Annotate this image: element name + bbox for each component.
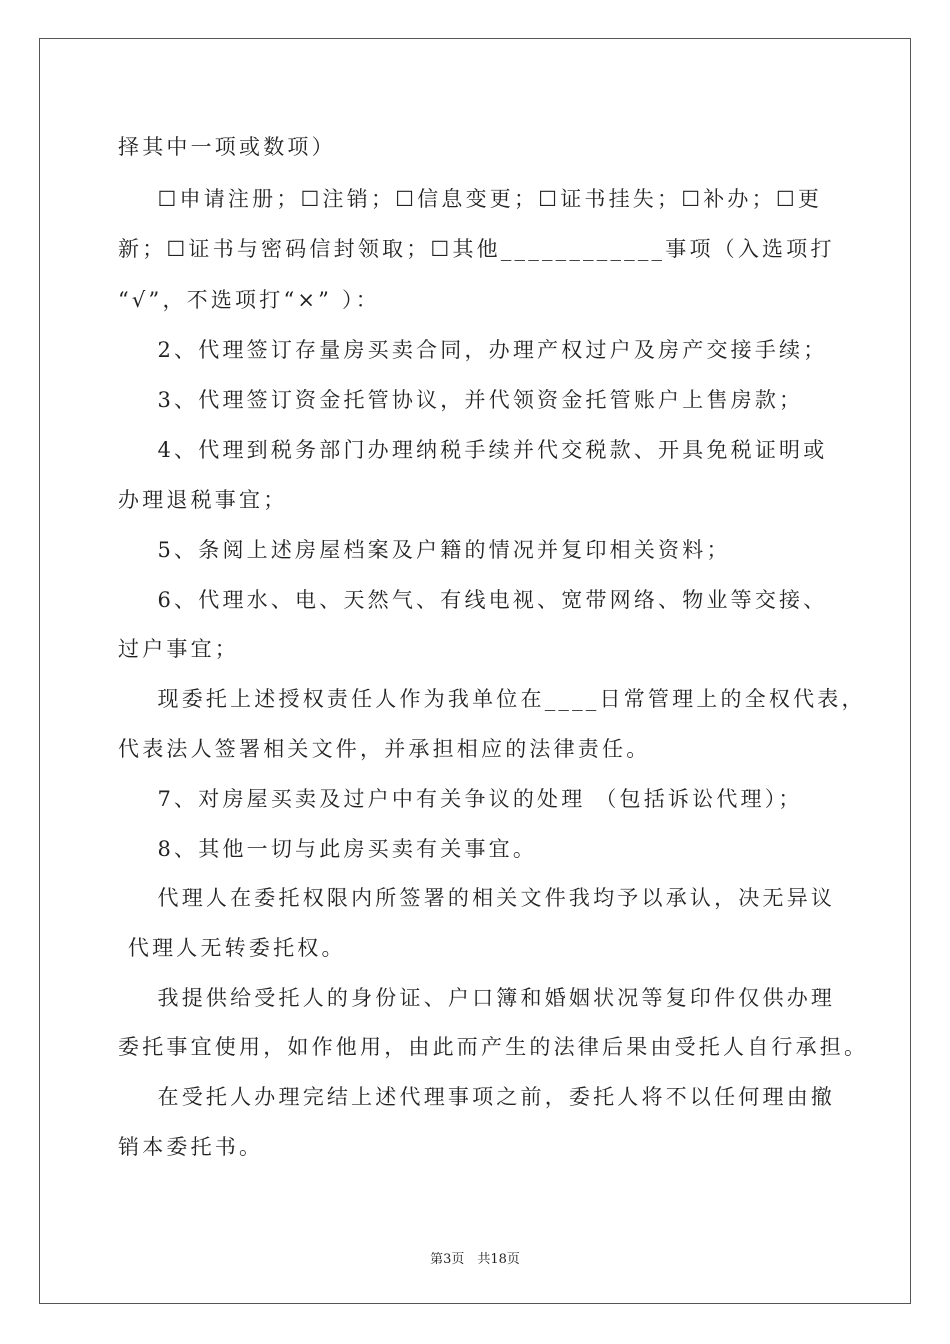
text-line: “√”，不选项打“×” ）： [118,288,380,312]
page-border [39,38,911,1304]
text-line: 办理退税事宜； [118,488,288,512]
text-line: 在受托人办理完结上述代理事项之前，委托人将不以任何理由撤 [118,1085,836,1109]
text-line: 现委托上述授权责任人作为我单位在____日常管理上的全权代表， [118,687,866,711]
text-line: 8、其他一切与此房买卖有关事宜。 [118,837,538,861]
text-line: 7、对房屋买卖及过户中有关争议的处理 （包括诉讼代理）； [118,787,803,811]
text-line: 2、代理签订存量房买卖合同，办理产权过户及房产交接手续； [118,338,828,362]
text-line: ☐申请注册；☐注销；☐信息变更；☐证书挂失；☐补办；☐更 [118,187,823,211]
text-line: 新；☐证书与密码信封领取；☐其他____________事项（入选项打 [118,237,835,261]
page-number: 第3页 共18页 [430,1252,520,1267]
text-line: 6、代理水、电、天然气、有线电视、宽带网络、物业等交接、 [118,588,828,612]
text-line: 4、代理到税务部门办理纳税手续并代交税款、开具免税证明或 [118,438,828,462]
text-line: 销本委托书。 [118,1135,264,1159]
text-line: 3、代理签订资金托管协议，并代领资金托管账户上售房款； [118,388,804,412]
text-line: 代表法人签署相关文件，并承担相应的法律责任。 [118,737,651,761]
text-line: 过户事宜； [118,637,239,661]
text-line: 代理人无转委托权。 [118,936,346,960]
text-line: 择其中一项或数项） [118,135,336,159]
text-line: 代理人在委托权限内所签署的相关文件我均予以承认，决无异议 [118,886,836,910]
text-line: 我提供给受托人的身份证、户口簿和婚姻状况等复印件仅供办理 [118,986,836,1010]
text-line: 5、条阅上述房屋档案及户籍的情况并复印相关资料； [118,538,731,562]
text-line: 委托事宜使用，如作他用，由此而产生的法律后果由受托人自行承担。 [118,1035,869,1059]
